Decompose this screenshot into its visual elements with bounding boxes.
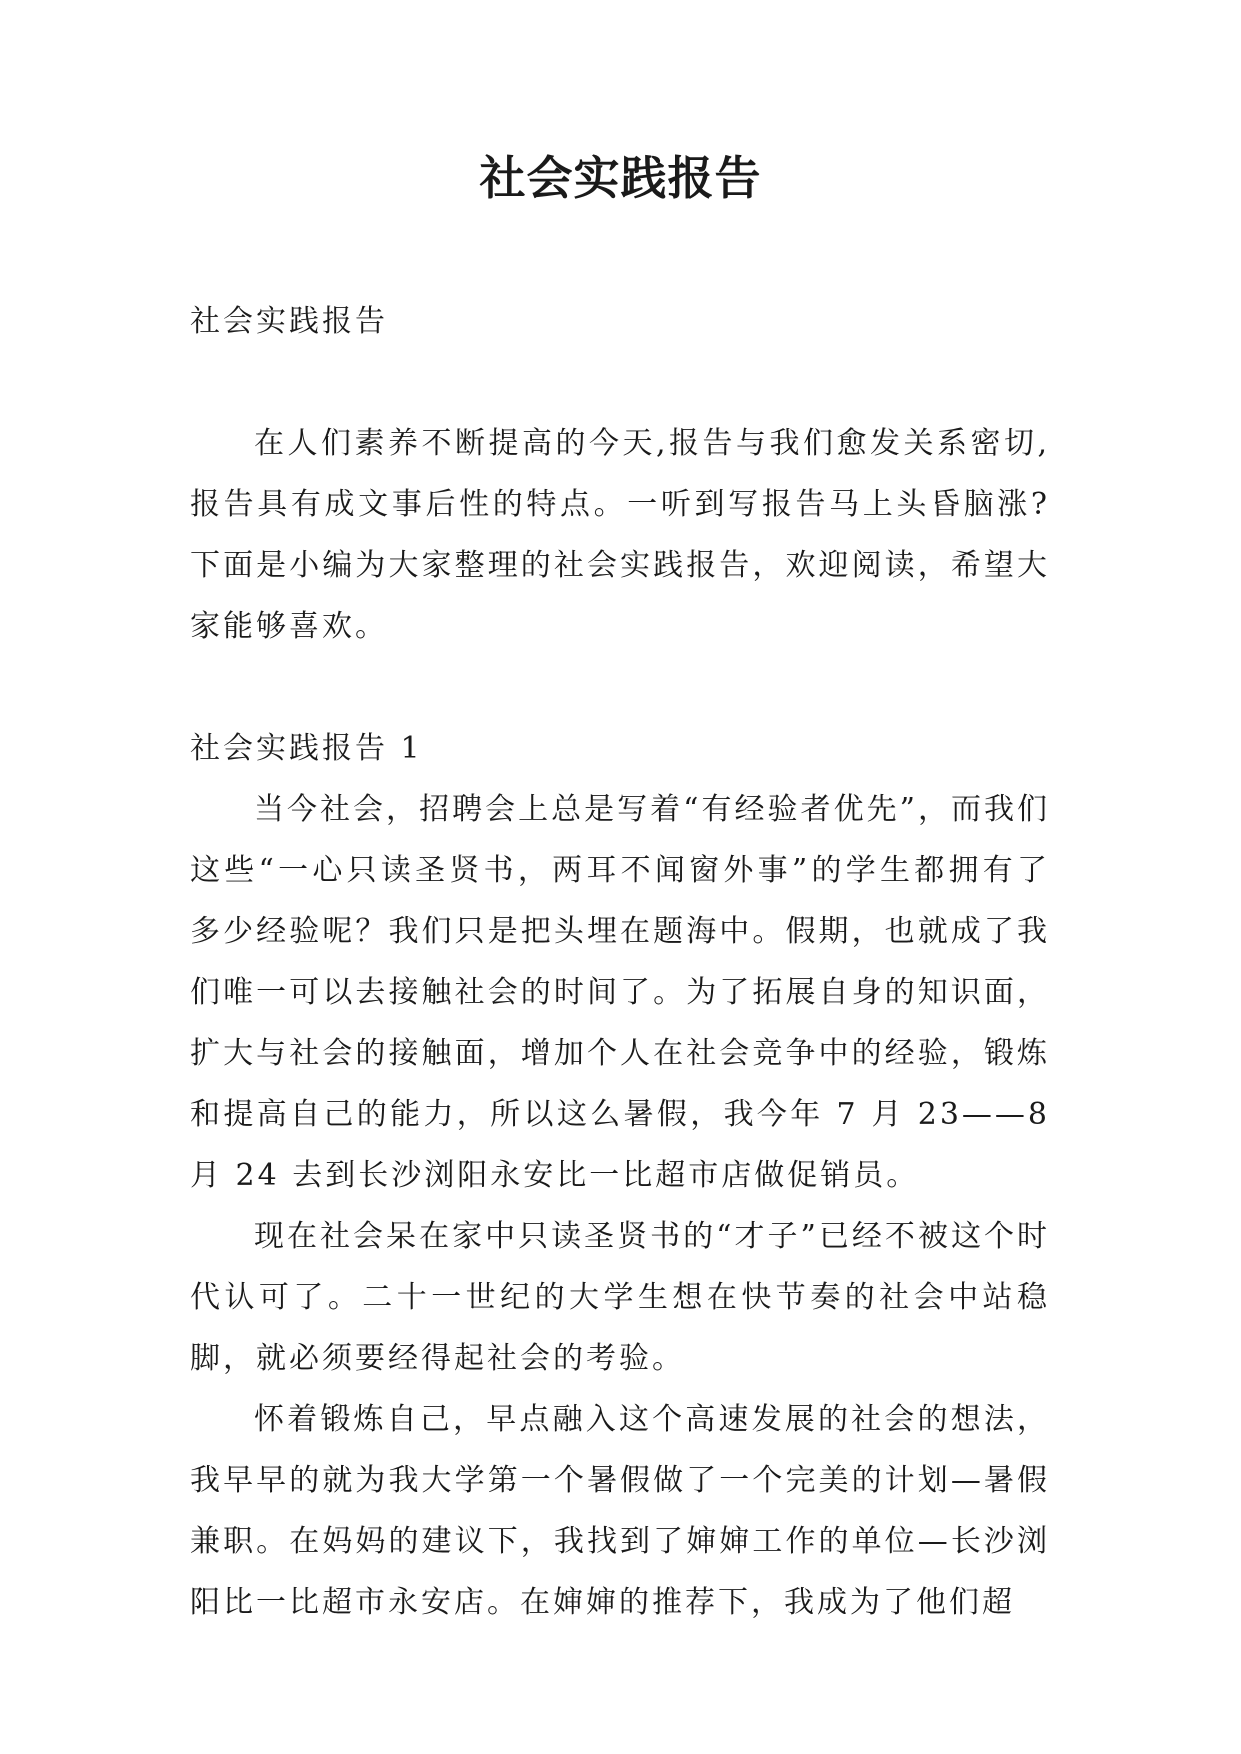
body-paragraph: 怀着锻炼自己，早点融入这个高速发展的社会的想法，我早早的就为我大学第一个暑假做了一个完美的计划—暑假兼职。在妈妈的建议下，我找到了婶婶工作的单位—长沙浏阳比一比超市永安店。在婶婶的推荐下，我成为了他们超 [190,1402,1050,1620]
intro-paragraph: 在人们素养不断提高的今天,报告与我们愈发关系密切,报告具有成文事后性的特点。一听到写报告马上头昏脑涨?下面是小编为大家整理的社会实践报告，欢迎阅读，希望大家能够喜欢。 [190,426,1050,644]
section-heading: 社会实践报告 1 [190,731,423,766]
body-paragraph: 当今社会，招聘会上总是写着“有经验者优先”，而我们这些“一心只读圣贤书，两耳不闻窗外事”的学生都拥有了多少经验呢？我们只是把头埋在题海中。假期，也就成了我们唯一可以去接触社会的时间了。为了拓展自身的知识面，扩大与社会的接触面，增加个人在社会竞争中的经验，锻炼和提高自己的能力，所以这么暑假，我今年 7 月 23——8 月 24 去到长沙浏阳永安比一比超市店做促销员。 [190,792,1050,1193]
body-paragraph: 现在社会呆在家中只读圣贤书的“才子”已经不被这个时代认可了。二十一世纪的大学生想在快节奏的社会中站稳脚，就必须要经得起社会的考验。 [190,1219,1050,1376]
document-body [190,291,1050,1633]
document-subtitle: 社会实践报告 [190,304,388,339]
document-title: 社会实践报告 [479,151,762,205]
